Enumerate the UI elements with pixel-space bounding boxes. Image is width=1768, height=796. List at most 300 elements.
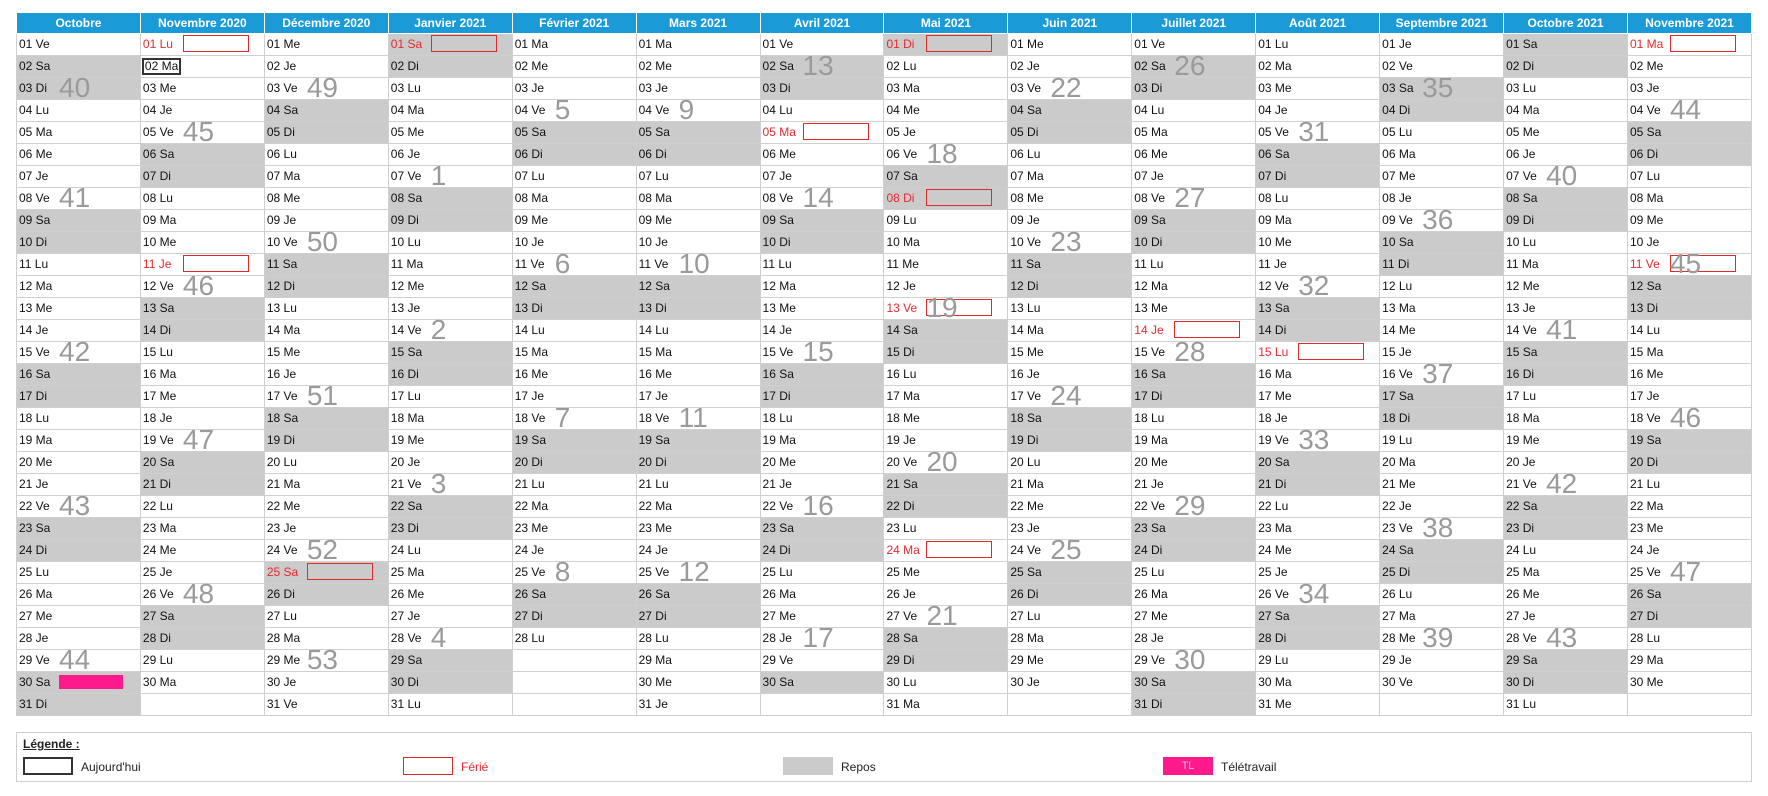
day-cell: [388, 276, 512, 298]
day-label: 03 Ma: [886, 81, 920, 95]
legend-rest-label: Repos: [841, 760, 876, 774]
day-row: [17, 650, 1752, 672]
day-label: 24 Di: [1134, 543, 1163, 557]
day-cell: [1008, 562, 1132, 584]
day-cell: [264, 628, 388, 650]
day-cell: [1627, 210, 1751, 232]
week-number: 33: [1298, 424, 1330, 455]
week-number: 21: [926, 600, 958, 631]
day-label: 12 Je: [886, 279, 916, 293]
day-label: 13 Ve: [886, 301, 918, 315]
day-label: 28 Lu: [514, 631, 545, 645]
day-row: [17, 628, 1752, 650]
day-row: [17, 540, 1752, 562]
day-label: 17 Lu: [390, 389, 421, 403]
day-cell: [1132, 336, 1256, 367]
month-header-row: [17, 13, 1752, 34]
day-cell: [1380, 358, 1504, 389]
day-label: 26 Di: [1010, 587, 1039, 601]
day-cell: [17, 122, 141, 144]
day-cell: [1380, 188, 1504, 210]
day-cell: [884, 166, 1008, 188]
day-label: 31 Lu: [1506, 697, 1537, 711]
day-label: 05 Me: [390, 125, 425, 139]
day-label: 11 Je: [142, 257, 172, 271]
day-cell: [388, 298, 512, 320]
day-label: 14 Lu: [1629, 323, 1661, 337]
day-label: 30 Di: [390, 675, 419, 689]
day-label: 05 Sa: [514, 125, 547, 139]
day-label: 15 Ve: [1134, 345, 1165, 359]
day-label: 10 Me: [1258, 235, 1292, 249]
day-cell: [1132, 606, 1256, 628]
day-label: 07 Ma: [266, 169, 301, 183]
day-cell: [388, 314, 512, 345]
day-cell: [1504, 144, 1628, 166]
holiday-marker: [431, 35, 497, 52]
day-cell: [1132, 276, 1256, 298]
day-label: 27 Di: [1629, 609, 1658, 623]
day-cell: [1008, 380, 1132, 411]
day-label: 20 Ma: [1382, 455, 1416, 469]
legend-rest-swatch: [783, 757, 833, 775]
day-cell: [264, 584, 388, 606]
day-label: 15 Je: [1382, 345, 1412, 359]
day-cell: [512, 386, 636, 408]
week-number: 31: [1298, 116, 1330, 147]
day-label: 14 Di: [1258, 323, 1287, 337]
day-label: 26 Ma: [1134, 587, 1168, 601]
empty-cell: [512, 650, 636, 672]
day-cell: [1132, 518, 1256, 540]
day-cell: [760, 408, 884, 430]
week-number: 52: [306, 534, 338, 565]
day-cell: [140, 320, 264, 342]
day-cell: [1380, 650, 1504, 672]
day-label: 29 Je: [1382, 653, 1412, 667]
day-cell: [884, 628, 1008, 650]
day-cell: [140, 578, 264, 609]
day-label: 10 Di: [762, 235, 791, 249]
day-row: [17, 144, 1752, 166]
day-row: [17, 584, 1752, 606]
day-label: 21 Ve: [390, 477, 422, 491]
day-cell: [636, 34, 760, 56]
day-cell: [636, 232, 760, 254]
day-label: 23 Ve: [1382, 521, 1413, 535]
day-label: 02 Me: [638, 59, 672, 73]
day-cell: [1380, 166, 1504, 188]
day-label: 08 Lu: [142, 191, 173, 205]
day-cell: [760, 386, 884, 408]
day-label: 09 Sa: [1134, 213, 1166, 227]
day-label: 19 Sa: [1629, 433, 1662, 447]
day-cell: [1256, 270, 1380, 301]
legend-teletravail-label: Télétravail: [1221, 760, 1277, 774]
day-label: 22 Ma: [638, 499, 672, 513]
day-cell: [512, 584, 636, 606]
day-label: 14 Ve: [1506, 323, 1537, 337]
day-cell: [1008, 100, 1132, 122]
day-label: 03 Lu: [390, 81, 421, 95]
day-cell: [512, 496, 636, 518]
day-label: 20 Di: [1629, 455, 1658, 469]
day-cell: [1504, 100, 1628, 122]
day-cell: [140, 298, 264, 320]
day-label: 06 Lu: [266, 147, 297, 161]
day-label: 25 Sa: [1010, 565, 1042, 579]
day-cell: [264, 298, 388, 320]
day-cell: [1627, 342, 1751, 364]
day-label: 01 Ma: [514, 37, 549, 51]
day-cell: [1132, 562, 1256, 584]
day-label: 29 Ve: [762, 653, 794, 667]
day-label: 23 Lu: [886, 521, 917, 535]
day-label: 19 Lu: [1382, 433, 1413, 447]
day-cell: [17, 606, 141, 628]
day-label: 22 Di: [886, 499, 915, 513]
day-cell: [1132, 386, 1256, 408]
day-label: 15 Lu: [142, 345, 173, 359]
day-cell: [1504, 232, 1628, 254]
day-label: 16 Je: [1010, 367, 1040, 381]
day-label: 20 Je: [390, 455, 421, 469]
day-label: 04 Je: [1258, 103, 1288, 117]
day-label: 06 Sa: [1258, 147, 1290, 161]
day-label: 07 Di: [142, 169, 171, 183]
day-label: 19 Je: [886, 433, 916, 447]
day-cell: [512, 320, 636, 342]
day-cell: [388, 452, 512, 474]
day-label: 07 Sa: [886, 169, 918, 183]
day-label: 28 Je: [19, 631, 49, 645]
day-label: 11 Ve: [514, 257, 545, 271]
day-cell: [1380, 496, 1504, 518]
day-label: 19 Me: [1506, 433, 1540, 447]
day-row: [17, 364, 1752, 386]
legend-holiday-label: Férié: [461, 760, 489, 774]
day-label: 29 Lu: [142, 653, 173, 667]
week-number: 2: [430, 314, 447, 345]
day-label: 13 Lu: [1010, 301, 1041, 315]
day-cell: [1008, 56, 1132, 78]
day-cell: [388, 496, 512, 518]
day-cell: [140, 144, 264, 166]
day-label: 21 Je: [19, 477, 49, 491]
day-label: 19 Ve: [1258, 433, 1289, 447]
day-label: 29 Sa: [1506, 653, 1538, 667]
day-cell: [1627, 144, 1751, 166]
month-header: Avril 2021: [760, 13, 884, 34]
day-cell: [1380, 56, 1504, 78]
day-cell: [1256, 474, 1380, 496]
day-cell: [512, 144, 636, 166]
day-label: 15 Me: [1010, 345, 1044, 359]
day-label: 17 Je: [638, 389, 668, 403]
day-label: 22 Me: [266, 499, 301, 513]
day-label: 07 Me: [1382, 169, 1416, 183]
day-cell: [636, 628, 760, 650]
day-label: 22 Ve: [1134, 499, 1165, 513]
day-cell: [1504, 622, 1628, 653]
week-number: 42: [1546, 468, 1578, 499]
day-label: 03 Di: [762, 81, 791, 95]
day-label: 08 Lu: [1258, 191, 1289, 205]
day-label: 18 Ve: [514, 411, 546, 425]
day-cell: [1008, 226, 1132, 257]
day-cell: [1256, 342, 1380, 364]
holiday-marker: [803, 123, 869, 140]
month-header: Novembre 2021: [1627, 13, 1751, 34]
day-cell: [1627, 320, 1751, 342]
day-cell: [1627, 56, 1751, 78]
day-label: 06 Sa: [142, 147, 175, 161]
day-label: 24 Me: [142, 543, 177, 557]
day-label: 27 Sa: [1258, 609, 1290, 623]
day-cell: [1627, 452, 1751, 474]
day-label: 23 Di: [1506, 521, 1535, 535]
day-cell: [1008, 210, 1132, 232]
day-cell: [388, 56, 512, 78]
day-label: 08 Ve: [762, 191, 794, 205]
day-cell: [1008, 584, 1132, 606]
day-label: 29 Ma: [1629, 653, 1664, 667]
day-cell: [17, 644, 141, 675]
day-label: 29 Ma: [638, 653, 672, 667]
day-label: 24 Lu: [1506, 543, 1537, 557]
day-cell: [264, 562, 388, 584]
day-cell: [388, 122, 512, 144]
day-cell: [884, 100, 1008, 122]
day-label: 17 Ve: [266, 389, 298, 403]
empty-cell: [760, 694, 884, 716]
day-cell: [1504, 298, 1628, 320]
day-label: 16 Me: [514, 367, 549, 381]
day-label: 24 Sa: [1382, 543, 1414, 557]
day-label: 20 Lu: [1010, 455, 1041, 469]
day-cell: [884, 56, 1008, 78]
day-label: 12 Ma: [762, 279, 796, 293]
day-label: 09 Di: [390, 213, 419, 227]
day-cell: [264, 518, 388, 540]
week-number: 40: [1546, 160, 1578, 191]
day-label: 05 Sa: [638, 125, 670, 139]
day-cell: [512, 430, 636, 452]
week-number: 8: [554, 556, 571, 587]
day-label: 22 Ve: [19, 499, 50, 513]
day-cell: [636, 584, 760, 606]
day-label: 28 Je: [1134, 631, 1164, 645]
day-label: 12 Sa: [514, 279, 547, 293]
day-cell: [1132, 628, 1256, 650]
day-cell: [1008, 276, 1132, 298]
day-cell: [512, 166, 636, 188]
day-cell: [1380, 452, 1504, 474]
day-cell: [1627, 34, 1751, 56]
day-cell: [140, 474, 264, 496]
month-header: Octobre: [17, 13, 141, 34]
day-cell: [17, 364, 141, 386]
day-cell: [1256, 254, 1380, 276]
day-label: 19 Sa: [514, 433, 547, 447]
week-number: 42: [59, 336, 91, 367]
day-cell: [17, 408, 141, 430]
day-label: 12 Di: [266, 279, 295, 293]
day-cell: [1132, 50, 1256, 81]
day-cell: [17, 628, 141, 650]
day-cell: [1008, 672, 1132, 694]
week-number: 12: [678, 556, 710, 587]
day-label: 22 Ma: [1629, 499, 1664, 513]
day-cell: [1627, 276, 1751, 298]
day-label: 02 Sa: [762, 59, 794, 73]
day-cell: [17, 100, 141, 122]
day-cell: [512, 628, 636, 650]
day-label: 09 Di: [1506, 213, 1535, 227]
day-label: 10 Je: [638, 235, 668, 249]
day-label: 12 Ve: [1258, 279, 1289, 293]
day-label: 21 Di: [142, 477, 171, 491]
day-cell: [1380, 276, 1504, 298]
day-label: 23 Ma: [142, 521, 177, 535]
day-cell: [1256, 232, 1380, 254]
day-cell: [140, 562, 264, 584]
week-number: 41: [1546, 314, 1578, 345]
day-label: 17 Je: [1629, 389, 1660, 403]
day-cell: [264, 644, 388, 675]
day-label: 07 Je: [19, 169, 49, 183]
day-cell: [1504, 364, 1628, 386]
week-number: 48: [182, 578, 215, 609]
day-label: 17 Je: [514, 389, 545, 403]
week-number: 43: [59, 490, 91, 521]
empty-cell: [140, 694, 264, 716]
day-cell: [140, 518, 264, 540]
day-label: 14 Ma: [266, 323, 301, 337]
day-cell: [760, 166, 884, 188]
day-cell: [884, 138, 1008, 169]
day-cell: [884, 276, 1008, 298]
day-cell: [1132, 122, 1256, 144]
day-cell: [760, 34, 884, 56]
day-label: 28 Ve: [1506, 631, 1537, 645]
week-number: 53: [306, 644, 338, 675]
day-row: [17, 386, 1752, 408]
day-label: 29 Me: [1010, 653, 1044, 667]
day-cell: [140, 188, 264, 210]
day-cell: [1504, 210, 1628, 232]
teletravail-marker: TL: [59, 675, 123, 689]
day-cell: [140, 34, 264, 56]
day-cell: [140, 424, 264, 455]
day-cell: [1504, 386, 1628, 408]
day-cell: [884, 408, 1008, 430]
day-label: 23 Je: [266, 521, 297, 535]
day-cell: [760, 298, 884, 320]
day-cell: [17, 144, 141, 166]
day-cell: [884, 540, 1008, 562]
day-cell: [1256, 116, 1380, 147]
day-cell: [17, 430, 141, 452]
day-cell: [636, 166, 760, 188]
day-row: [17, 210, 1752, 232]
day-cell: [17, 166, 141, 188]
day-cell: [1627, 78, 1751, 100]
day-cell: [264, 122, 388, 144]
day-cell: [1256, 496, 1380, 518]
day-label: 22 Lu: [1258, 499, 1289, 513]
day-label: 13 Me: [762, 301, 796, 315]
day-label: 27 Me: [19, 609, 53, 623]
day-label: 24 Ve: [1010, 543, 1042, 557]
day-cell: [1380, 474, 1504, 496]
day-row: [17, 34, 1752, 56]
day-label: 24 Me: [1258, 543, 1292, 557]
month-header: Mai 2021: [884, 13, 1008, 34]
day-cell: [1256, 518, 1380, 540]
day-cell: [264, 320, 388, 342]
day-label: 09 Lu: [886, 213, 917, 227]
week-number: 45: [1669, 248, 1702, 279]
day-cell: [1132, 474, 1256, 496]
week-number: 41: [59, 182, 91, 213]
day-label: 14 Je: [1134, 323, 1164, 337]
day-cell: [884, 518, 1008, 540]
day-label: 16 Sa: [1134, 367, 1166, 381]
day-cell: [884, 254, 1008, 276]
day-label: 25 Di: [1382, 565, 1411, 579]
day-cell: [17, 34, 141, 56]
day-label: 06 Lu: [1010, 147, 1041, 161]
day-cell: [760, 144, 884, 166]
day-cell: [512, 248, 636, 279]
day-label: 28 Ma: [1010, 631, 1044, 645]
day-cell: [17, 336, 141, 367]
day-cell: [388, 254, 512, 276]
day-cell: [512, 518, 636, 540]
day-cell: [760, 122, 884, 144]
day-cell: [1504, 188, 1628, 210]
day-cell: [512, 452, 636, 474]
day-cell: [264, 166, 388, 188]
day-row: [17, 276, 1752, 298]
day-cell: [388, 584, 512, 606]
day-label: 17 Lu: [1506, 389, 1537, 403]
day-label: 26 Ma: [762, 587, 796, 601]
day-cell: [264, 188, 388, 210]
day-label: 03 Je: [514, 81, 545, 95]
day-cell: [388, 232, 512, 254]
calendar-body: [17, 34, 1752, 716]
day-cell: [1256, 606, 1380, 628]
day-label: 30 Me: [638, 675, 672, 689]
day-label: 31 Ma: [886, 697, 920, 711]
day-cell: [1380, 144, 1504, 166]
day-cell: [264, 226, 388, 257]
day-cell: [884, 188, 1008, 210]
week-number: 44: [59, 644, 91, 675]
day-label: 31 Di: [19, 697, 48, 711]
day-label: 20 Me: [762, 455, 796, 469]
day-cell: [1256, 78, 1380, 100]
day-label: 18 Lu: [1134, 411, 1165, 425]
day-cell: [1132, 34, 1256, 56]
day-cell: [512, 556, 636, 587]
day-cell: [1008, 650, 1132, 672]
day-cell: [1132, 672, 1256, 694]
day-cell: [512, 606, 636, 628]
day-cell: [884, 496, 1008, 518]
